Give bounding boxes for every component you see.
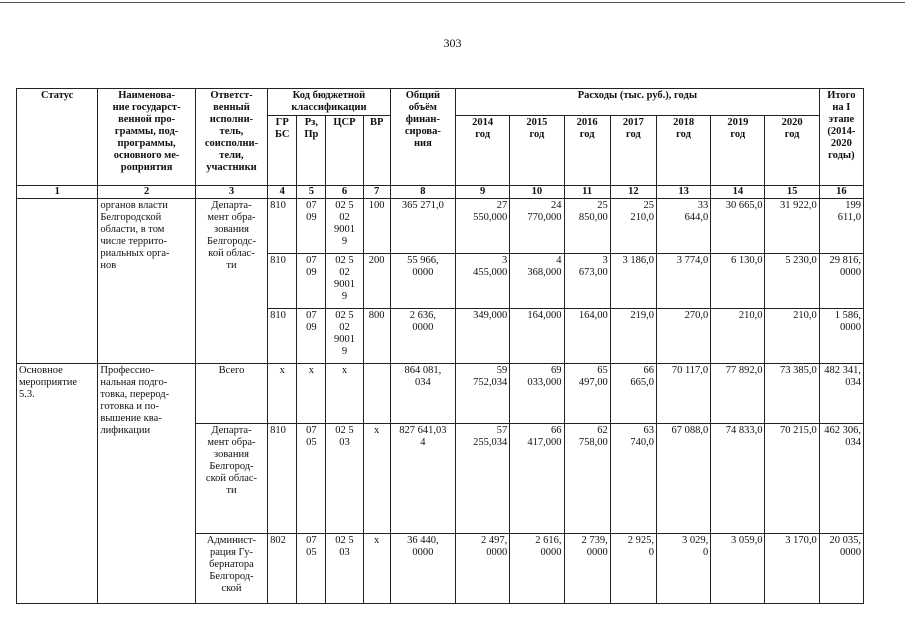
status-cell: Основное мероприятие 5.3. [17, 364, 98, 604]
csr-cell: 02 5 03 [326, 534, 363, 604]
header-year-2020: 2020 год [765, 116, 819, 186]
year-cell: 70 117,0 [656, 364, 710, 424]
itogo-cell: 1 586, 0000 [819, 309, 863, 364]
vr-cell: 800 [363, 309, 390, 364]
year-cell: 210,0 [765, 309, 819, 364]
header-year-2014: 2014 год [456, 116, 510, 186]
total-cell: 36 440, 0000 [390, 534, 455, 604]
year-cell: 270,0 [656, 309, 710, 364]
csr-cell: 02 5 02 9001 9 [326, 199, 363, 254]
table-row [17, 364, 864, 424]
header-csr: ЦСР [326, 116, 363, 186]
total-cell: 365 271,0 [390, 199, 455, 254]
itogo-cell: 29 816, 0000 [819, 254, 863, 309]
year-cell: 74 833,0 [711, 424, 765, 534]
csr-cell: х [326, 364, 363, 424]
year-cell: 2 616, 0000 [510, 534, 564, 604]
vr-cell: 200 [363, 254, 390, 309]
header-rzpr: Рз, Пр [297, 116, 326, 186]
vr-cell [363, 364, 390, 424]
year-cell: 3 673,00 [564, 254, 610, 309]
grbs-cell: 810 [268, 424, 297, 534]
csr-cell: 02 5 02 9001 9 [326, 254, 363, 309]
year-cell: 5 230,0 [765, 254, 819, 309]
responsible-cell: Всего [195, 364, 267, 424]
year-cell: 73 385,0 [765, 364, 819, 424]
year-cell: 2 739, 0000 [564, 534, 610, 604]
total-cell: 827 641,03 4 [390, 424, 455, 534]
year-cell: 3 029, 0 [656, 534, 710, 604]
header-budget-code: Код бюджетной классификации [268, 89, 391, 116]
column-number-row [17, 186, 864, 199]
column-number: 10 [510, 186, 564, 199]
rzpr-cell: 07 05 [297, 424, 326, 534]
name-cell: органов власти Белгородской области, в том числе террито- риальных орга- нов [98, 199, 195, 364]
column-number: 1 [17, 186, 98, 199]
total-cell: 2 636, 0000 [390, 309, 455, 364]
column-number: 3 [195, 186, 267, 199]
header-name: Наименова- ние государст- венной про- граммы, под- программы, основного ме- роприятия [98, 89, 195, 186]
year-cell: 25 850,00 [564, 199, 610, 254]
year-cell: 6 130,0 [711, 254, 765, 309]
scan-edge-top [0, 2, 905, 3]
rzpr-cell: 07 05 [297, 534, 326, 604]
header-row-1 [17, 89, 864, 116]
year-cell: 349,000 [456, 309, 510, 364]
header-year-2017: 2017 год [610, 116, 656, 186]
year-cell: 27 550,000 [456, 199, 510, 254]
year-cell: 33 644,0 [656, 199, 710, 254]
header-responsible: Ответст- венный исполни- тель, соисполни- тели, участники [195, 89, 267, 186]
year-cell: 3 170,0 [765, 534, 819, 604]
header-status: Статус [17, 89, 98, 186]
column-number: 5 [297, 186, 326, 199]
year-cell: 30 665,0 [711, 199, 765, 254]
rzpr-cell: 07 09 [297, 254, 326, 309]
responsible-cell: Админист- рация Гу- бернатора Белгород- ской [195, 534, 267, 604]
column-number: 14 [711, 186, 765, 199]
itogo-cell: 482 341, 034 [819, 364, 863, 424]
column-number: 4 [268, 186, 297, 199]
header-year-2016: 2016 год [564, 116, 610, 186]
year-cell: 65 497,00 [564, 364, 610, 424]
column-number: 6 [326, 186, 363, 199]
itogo-cell: 199 611,0 [819, 199, 863, 254]
csr-cell: 02 5 02 9001 9 [326, 309, 363, 364]
grbs-cell: 810 [268, 254, 297, 309]
header-expenses: Расходы (тыс. руб.), годы [456, 89, 820, 116]
year-cell: 25 210,0 [610, 199, 656, 254]
year-cell: 164,00 [564, 309, 610, 364]
year-cell: 66 665,0 [610, 364, 656, 424]
year-cell: 57 255,034 [456, 424, 510, 534]
header-grbs: ГР БС [268, 116, 297, 186]
year-cell: 219,0 [610, 309, 656, 364]
header-year-2015: 2015 год [510, 116, 564, 186]
column-number: 9 [456, 186, 510, 199]
budget-table [16, 88, 864, 604]
total-cell: 864 081, 034 [390, 364, 455, 424]
header-itogo: Итого на I этапе (2014- 2020 годы) [819, 89, 863, 186]
year-cell: 70 215,0 [765, 424, 819, 534]
grbs-cell: 802 [268, 534, 297, 604]
column-number: 12 [610, 186, 656, 199]
responsible-cell: Департа- мент обра- зования Белгородс- кой облас- ти [195, 199, 267, 364]
year-cell: 31 922,0 [765, 199, 819, 254]
year-cell: 62 758,00 [564, 424, 610, 534]
year-cell: 3 186,0 [610, 254, 656, 309]
vr-cell: х [363, 424, 390, 534]
csr-cell: 02 5 03 [326, 424, 363, 534]
column-number: 15 [765, 186, 819, 199]
table-row [17, 199, 864, 254]
rzpr-cell: х [297, 364, 326, 424]
vr-cell: х [363, 534, 390, 604]
column-number: 7 [363, 186, 390, 199]
year-cell: 210,0 [711, 309, 765, 364]
status-cell [17, 199, 98, 364]
year-cell: 77 892,0 [711, 364, 765, 424]
header-year-2018: 2018 год [656, 116, 710, 186]
column-number: 2 [98, 186, 195, 199]
grbs-cell: х [268, 364, 297, 424]
year-cell: 164,000 [510, 309, 564, 364]
grbs-cell: 810 [268, 309, 297, 364]
year-cell: 3 774,0 [656, 254, 710, 309]
page-number: 303 [443, 36, 462, 50]
vr-cell: 100 [363, 199, 390, 254]
year-cell: 69 033,000 [510, 364, 564, 424]
year-cell: 2 925, 0 [610, 534, 656, 604]
year-cell: 2 497, 0000 [456, 534, 510, 604]
year-cell: 63 740,0 [610, 424, 656, 534]
rzpr-cell: 07 09 [297, 309, 326, 364]
header-year-2019: 2019 год [711, 116, 765, 186]
year-cell: 66 417,000 [510, 424, 564, 534]
grbs-cell: 810 [268, 199, 297, 254]
year-cell: 4 368,000 [510, 254, 564, 309]
column-number: 11 [564, 186, 610, 199]
column-number: 16 [819, 186, 863, 199]
column-number: 13 [656, 186, 710, 199]
header-vr: ВР [363, 116, 390, 186]
responsible-cell: Департа- мент обра- зования Белгород- ской облас- ти [195, 424, 267, 534]
year-cell: 24 770,000 [510, 199, 564, 254]
itogo-cell: 20 035, 0000 [819, 534, 863, 604]
year-cell: 67 088,0 [656, 424, 710, 534]
name-cell: Профессио- нальная подго- товка, переpод- готовка и по- вышение ква- лификации [98, 364, 195, 604]
itogo-cell: 462 306, 034 [819, 424, 863, 534]
year-cell: 3 455,000 [456, 254, 510, 309]
rzpr-cell: 07 09 [297, 199, 326, 254]
year-cell: 59 752,034 [456, 364, 510, 424]
header-total: Общий объём финан- сирова- ния [390, 89, 455, 186]
year-cell: 3 059,0 [711, 534, 765, 604]
column-number: 8 [390, 186, 455, 199]
total-cell: 55 966, 0000 [390, 254, 455, 309]
